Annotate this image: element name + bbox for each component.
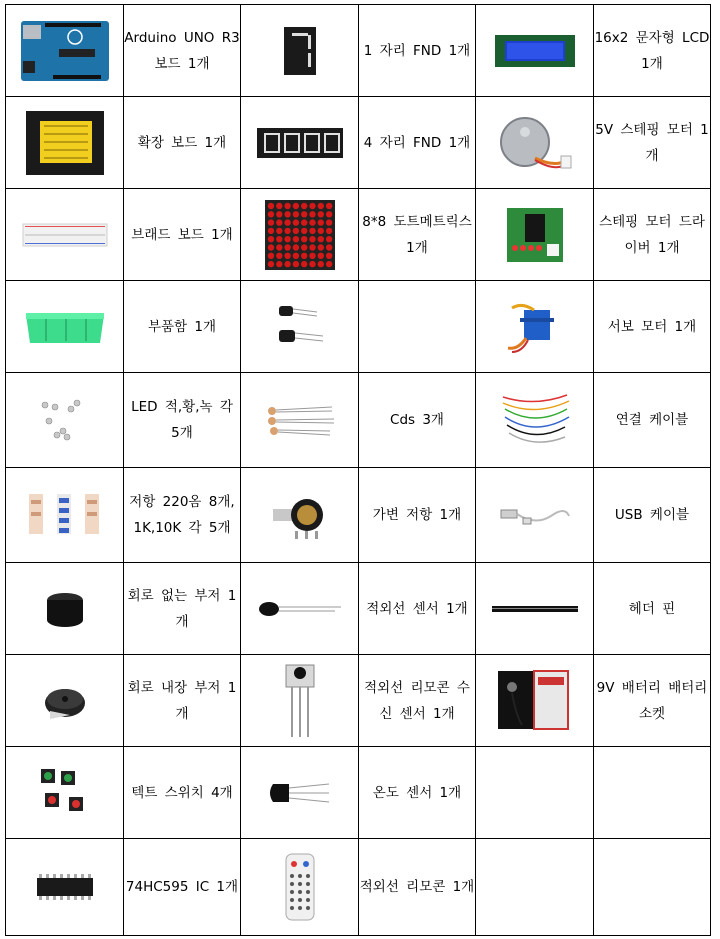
matrix-dot bbox=[325, 202, 331, 208]
matrix-dot bbox=[284, 227, 290, 233]
dot-matrix-8x8-image bbox=[265, 200, 335, 270]
cell-ir-led-image bbox=[241, 563, 359, 655]
matrix-dot bbox=[284, 211, 290, 217]
ir-led-image bbox=[255, 596, 345, 622]
cell-ic-label: 74HC595 IC 1개 bbox=[124, 839, 241, 936]
cell-dot-matrix-image bbox=[241, 189, 359, 281]
cell-stepper-image bbox=[476, 97, 594, 189]
table-row bbox=[6, 97, 711, 189]
breadboard-image bbox=[21, 220, 109, 250]
matrix-dot bbox=[284, 260, 290, 266]
cell-parts-box-image bbox=[6, 281, 124, 373]
ic-74hc595-image bbox=[31, 870, 99, 904]
cell-stepper-driver-image bbox=[476, 189, 594, 281]
matrix-dot bbox=[292, 211, 298, 217]
matrix-dot bbox=[267, 219, 273, 225]
cell-empty-label bbox=[594, 747, 711, 839]
cell-four-fnd-image bbox=[241, 97, 359, 189]
matrix-dot bbox=[325, 227, 331, 233]
table-row bbox=[6, 655, 711, 747]
parts-box-image bbox=[22, 307, 108, 347]
cell-dot-matrix-label: 8*8 도트메트릭스 1개 bbox=[359, 189, 476, 281]
matrix-dot bbox=[301, 202, 307, 208]
battery-9v-snap-image bbox=[494, 665, 576, 737]
cell-servo-image bbox=[476, 281, 594, 373]
cell-usb-cable-image bbox=[476, 468, 594, 563]
matrix-dot bbox=[301, 260, 307, 266]
matrix-dot bbox=[276, 211, 282, 217]
matrix-dot bbox=[317, 244, 323, 250]
cell-expansion-board-label: 확장 보드 1개 bbox=[124, 97, 241, 189]
cell-pin-header-label: 헤더 핀 bbox=[594, 563, 711, 655]
matrix-dot bbox=[325, 211, 331, 217]
four-digit-fnd-image bbox=[255, 126, 345, 160]
table-row bbox=[6, 468, 711, 563]
table-row bbox=[6, 563, 711, 655]
cell-ir-remote-label: 적외선 리모콘 1개 bbox=[359, 839, 476, 936]
cell-temp-sensor-label: 온도 센서 1개 bbox=[359, 747, 476, 839]
cell-battery-label: 9V 배터리 배터리 소켓 bbox=[594, 655, 711, 747]
matrix-dot bbox=[309, 219, 315, 225]
resistors-image bbox=[23, 488, 107, 542]
matrix-dot bbox=[317, 260, 323, 266]
table-row bbox=[6, 839, 711, 936]
cell-stepper-driver-label: 스테핑 모터 드라이버 1개 bbox=[594, 189, 711, 281]
servo-motor-image bbox=[498, 298, 572, 356]
cell-pin-header-image bbox=[476, 563, 594, 655]
matrix-dot bbox=[292, 244, 298, 250]
matrix-dot bbox=[276, 260, 282, 266]
matrix-dot bbox=[301, 236, 307, 242]
cell-servo-label: 서보 모터 1개 bbox=[594, 281, 711, 373]
table-row bbox=[6, 281, 711, 373]
temperature-sensor-image bbox=[265, 778, 335, 808]
matrix-dot bbox=[325, 236, 331, 242]
cell-resistors-image bbox=[6, 468, 124, 563]
cell-potentiometer-image bbox=[241, 468, 359, 563]
cell-expansion-board-image bbox=[6, 97, 124, 189]
matrix-dot bbox=[325, 244, 331, 250]
expansion-board-image bbox=[22, 107, 108, 179]
ir-remote-image bbox=[282, 852, 318, 922]
matrix-dot bbox=[267, 236, 273, 242]
cell-active-buzzer-image bbox=[6, 655, 124, 747]
matrix-dot bbox=[284, 202, 290, 208]
matrix-dot bbox=[276, 219, 282, 225]
arduino-uno-board-image bbox=[15, 15, 115, 87]
cell-tilt-sensor-label bbox=[359, 281, 476, 373]
cell-tact-switch-image bbox=[6, 747, 124, 839]
matrix-dot bbox=[301, 244, 307, 250]
matrix-dot bbox=[267, 211, 273, 217]
cell-ic-image bbox=[6, 839, 124, 936]
single-digit-fnd-image bbox=[280, 23, 320, 79]
matrix-dot bbox=[301, 211, 307, 217]
matrix-dot bbox=[267, 260, 273, 266]
cell-potentiometer-label: 가변 저항 1개 bbox=[359, 468, 476, 563]
matrix-dot bbox=[309, 236, 315, 242]
cell-jumper-cables-label: 연결 케이블 bbox=[594, 373, 711, 468]
stepper-motor-image bbox=[495, 108, 575, 178]
matrix-dot bbox=[317, 211, 323, 217]
jumper-cables-image bbox=[495, 387, 575, 453]
cell-passive-buzzer-label: 회로 없는 부저 1개 bbox=[124, 563, 241, 655]
matrix-dot bbox=[284, 236, 290, 242]
cell-ir-receiver-label: 적외선 리모콘 수신 센서 1개 bbox=[359, 655, 476, 747]
cell-empty-image bbox=[476, 839, 594, 936]
ir-receiver-image bbox=[280, 661, 320, 741]
matrix-dot bbox=[276, 244, 282, 250]
matrix-dot bbox=[292, 236, 298, 242]
matrix-dot bbox=[267, 244, 273, 250]
cell-tilt-sensor-image bbox=[241, 281, 359, 373]
matrix-dot bbox=[267, 252, 273, 258]
leds-image bbox=[35, 395, 95, 445]
matrix-dot bbox=[325, 219, 331, 225]
matrix-dot bbox=[292, 252, 298, 258]
cell-single-fnd-label: 1 자리 FND 1개 bbox=[359, 5, 476, 97]
matrix-dot bbox=[325, 252, 331, 258]
matrix-dot bbox=[292, 227, 298, 233]
matrix-dot bbox=[301, 219, 307, 225]
table-row bbox=[6, 189, 711, 281]
cell-cds-label: Cds 3개 bbox=[359, 373, 476, 468]
cell-battery-image bbox=[476, 655, 594, 747]
matrix-dot bbox=[292, 219, 298, 225]
table-row bbox=[6, 747, 711, 839]
cell-arduino-uno-label: Arduino UNO R3 보드 1개 bbox=[124, 5, 241, 97]
matrix-dot bbox=[292, 202, 298, 208]
tilt-sensor-image bbox=[265, 300, 335, 354]
potentiometer-image bbox=[269, 487, 331, 543]
cell-resistors-label: 저항 220옴 8개, 1K,10K 각 5개 bbox=[124, 468, 241, 563]
matrix-dot bbox=[276, 202, 282, 208]
cell-single-fnd-image bbox=[241, 5, 359, 97]
lcd-16x2-image bbox=[493, 33, 577, 69]
cds-photoresistors-image bbox=[260, 397, 340, 443]
cell-lcd-label: 16x2 문자형 LCD 1개 bbox=[594, 5, 711, 97]
cell-stepper-label: 5V 스테핑 모터 1개 bbox=[594, 97, 711, 189]
matrix-dot bbox=[267, 227, 273, 233]
table-row bbox=[6, 5, 711, 97]
matrix-dot bbox=[301, 252, 307, 258]
pin-header-image bbox=[490, 602, 580, 616]
table-row bbox=[6, 373, 711, 468]
cell-four-fnd-label: 4 자리 FND 1개 bbox=[359, 97, 476, 189]
cell-temp-sensor-image bbox=[241, 747, 359, 839]
matrix-dot bbox=[276, 252, 282, 258]
matrix-dot bbox=[317, 219, 323, 225]
matrix-dot bbox=[267, 202, 273, 208]
passive-buzzer-image bbox=[40, 586, 90, 632]
matrix-dot bbox=[284, 219, 290, 225]
cell-ir-led-label: 적외선 센서 1개 bbox=[359, 563, 476, 655]
cell-usb-cable-label: USB 케이블 bbox=[594, 468, 711, 563]
cell-empty-image bbox=[476, 747, 594, 839]
cell-leds-label: LED 적,황,녹 각 5개 bbox=[124, 373, 241, 468]
cell-jumper-cables-image bbox=[476, 373, 594, 468]
stepper-driver-board-image bbox=[503, 204, 567, 266]
matrix-dot bbox=[309, 227, 315, 233]
matrix-dot bbox=[292, 260, 298, 266]
cell-parts-box-label: 부품함 1개 bbox=[124, 281, 241, 373]
cell-ir-remote-image bbox=[241, 839, 359, 936]
active-buzzer-image bbox=[40, 679, 90, 723]
usb-cable-image bbox=[495, 498, 575, 532]
cell-breadboard-image bbox=[6, 189, 124, 281]
cell-ir-receiver-image bbox=[241, 655, 359, 747]
cell-empty-label bbox=[594, 839, 711, 936]
matrix-dot bbox=[284, 244, 290, 250]
matrix-dot bbox=[301, 227, 307, 233]
parts-table bbox=[5, 4, 711, 936]
cell-leds-image bbox=[6, 373, 124, 468]
matrix-dot bbox=[309, 252, 315, 258]
matrix-dot bbox=[276, 227, 282, 233]
matrix-dot bbox=[284, 252, 290, 258]
matrix-dot bbox=[309, 244, 315, 250]
matrix-dot bbox=[317, 202, 323, 208]
matrix-dot bbox=[309, 211, 315, 217]
matrix-dot bbox=[309, 260, 315, 266]
matrix-dot bbox=[317, 236, 323, 242]
cell-tact-switch-label: 텍트 스위치 4개 bbox=[124, 747, 241, 839]
cell-cds-image bbox=[241, 373, 359, 468]
matrix-dot bbox=[309, 202, 315, 208]
matrix-dot bbox=[325, 260, 331, 266]
cell-arduino-uno-image bbox=[6, 5, 124, 97]
cell-active-buzzer-label: 회로 내장 부저 1개 bbox=[124, 655, 241, 747]
matrix-dot bbox=[317, 227, 323, 233]
cell-passive-buzzer-image bbox=[6, 563, 124, 655]
cell-breadboard-label: 브래드 보드 1개 bbox=[124, 189, 241, 281]
matrix-dot bbox=[317, 252, 323, 258]
matrix-dot bbox=[276, 236, 282, 242]
cell-lcd-image bbox=[476, 5, 594, 97]
tact-switches-image bbox=[33, 763, 97, 823]
